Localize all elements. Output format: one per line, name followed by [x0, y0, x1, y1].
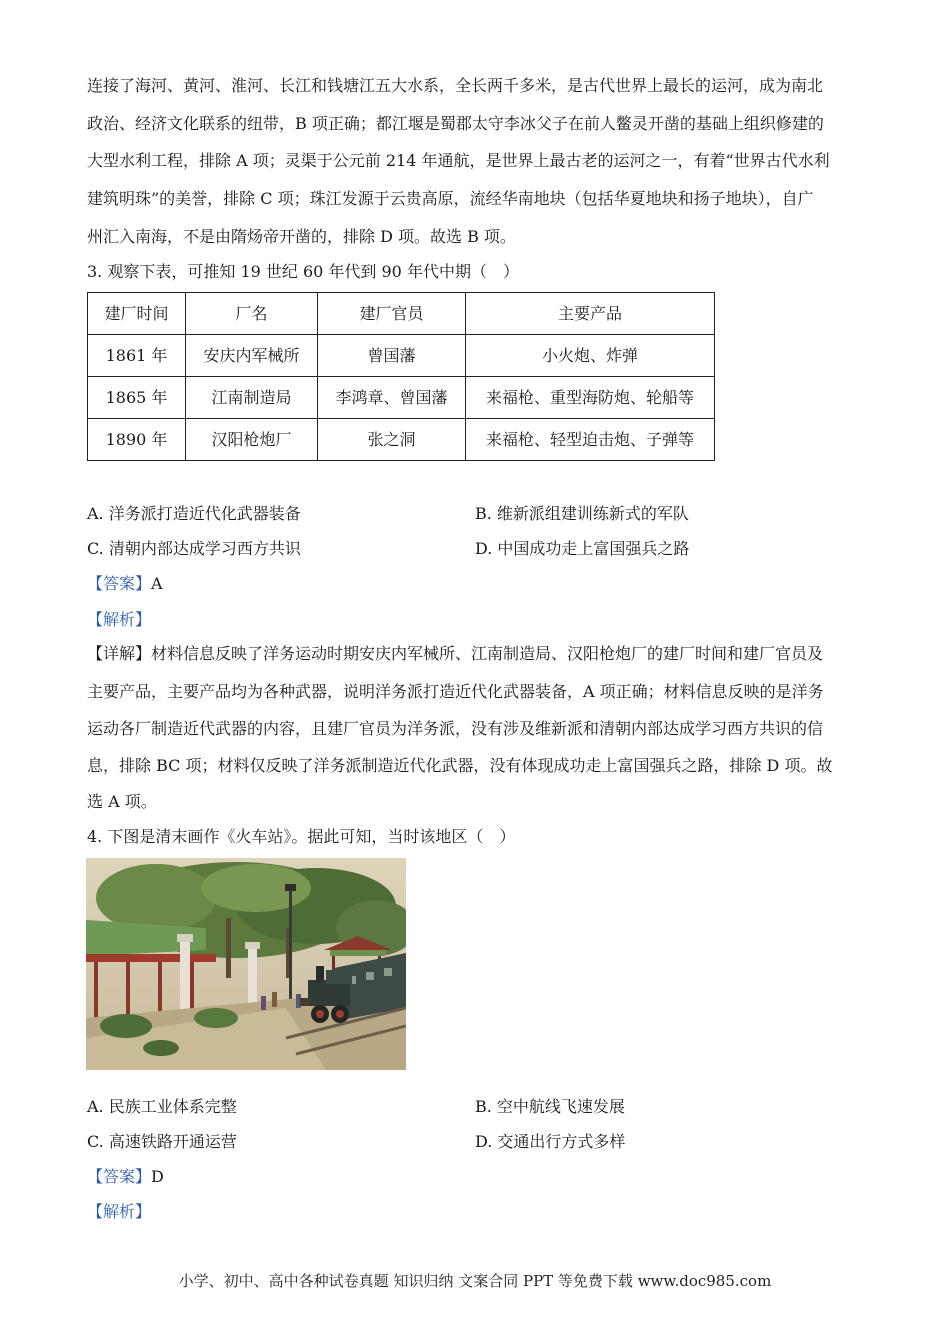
prev-explanation-line-1: 连接了海河、黄河、淮河、长江和钱塘江五大水系，全长两千多米，是古代世界上最长的运河，成为南北 [87, 76, 824, 95]
factory-table [87, 292, 715, 461]
table-cell: 来福枪、重型海防炮、轮船等 [466, 377, 715, 419]
table-row [88, 377, 715, 419]
table-cell: 安庆内军械所 [186, 335, 318, 377]
table-cell: 小火炮、炸弹 [466, 335, 715, 377]
table-header-cell: 厂名 [186, 293, 318, 335]
answer-tag: 【答案】 [87, 574, 152, 593]
analysis-tag: 【解析】 [87, 610, 152, 629]
q4-option-d: D. 交通出行方式多样 [475, 1132, 626, 1151]
table-cell: 1861 年 [88, 335, 186, 377]
table-header-row [88, 293, 715, 335]
q4-option-c: C. 高速铁路开通运营 [87, 1132, 237, 1151]
prev-explanation-line-4: 建筑明珠”的美誉，排除 C 项；珠江发源于云贵高原，流经华南地块（包括华夏地块和扬子地块），自广 [87, 189, 814, 208]
q3-detail-line-1 [87, 643, 823, 665]
detail-tag: 【详解】 [87, 644, 152, 663]
q3-option-d: D. 中国成功走上富国强兵之路 [475, 539, 690, 558]
q3-detail-line-3: 运动各厂制造近代武器的内容，且建厂官员为洋务派，没有涉及维新派和清朝内部达成学习西方共识的信 [87, 719, 824, 738]
train-station-painting [86, 858, 406, 1070]
table-cell: 来福枪、轻型迫击炮、子弹等 [466, 419, 715, 461]
q4-option-b: B. 空中航线飞速发展 [475, 1097, 625, 1116]
table-cell: 李鸿章、曾国藩 [318, 377, 466, 419]
table-header-cell: 建厂官员 [318, 293, 466, 335]
prev-explanation-line-5: 州汇入南海，不是由隋炀帝开凿的，排除 D 项。故选 B 项。 [87, 227, 516, 246]
answer-value: A [151, 574, 163, 593]
table-cell: 曾国藩 [318, 335, 466, 377]
q3-stem: 3. 观察下表，可推知 19 世纪 60 年代到 90 年代中期（ ） [87, 262, 519, 281]
q4-option-a: A. 民族工业体系完整 [87, 1097, 237, 1116]
table-cell: 汉阳枪炮厂 [186, 419, 318, 461]
q3-answer [87, 573, 163, 595]
answer-tag: 【答案】 [87, 1167, 152, 1186]
painting-illustration [86, 858, 406, 1070]
prev-explanation-line-3: 大型水利工程，排除 A 项；灵渠于公元前 214 年通航，是世界上最古老的运河之一，有着“世界古代水利 [87, 151, 830, 170]
table-row [88, 419, 715, 461]
q3-detail-line-4: 息，排除 BC 项；材料仅反映了洋务派制造近代化武器，没有体现成功走上富国强兵之路，排除 D 项。故 [87, 756, 833, 775]
table-row [88, 335, 715, 377]
table-cell: 张之洞 [318, 419, 466, 461]
q3-detail-line-5: 选 A 项。 [87, 792, 157, 811]
table-header-cell: 主要产品 [466, 293, 715, 335]
q3-option-c: C. 清朝内部达成学习西方共识 [87, 539, 301, 558]
q3-detail-line-2: 主要产品，主要产品均为各种武器，说明洋务派打造近代化武器装备，A 项正确；材料信息反映的是洋务 [87, 682, 824, 701]
q3-option-a: A. 洋务派打造近代化武器装备 [87, 504, 301, 523]
table-cell: 江南制造局 [186, 377, 318, 419]
detail-text: 材料信息反映了洋务运动时期安庆内军械所、江南制造局、汉阳枪炮厂的建厂时间和建厂官员及 [151, 644, 824, 663]
table-cell: 1890 年 [88, 419, 186, 461]
q3-option-b: B. 维新派组建训练新式的军队 [475, 504, 689, 523]
prev-explanation-line-2: 政治、经济文化联系的纽带，B 项正确；都江堰是蜀郡太守李冰父子在前人鳖灵开凿的基础上组织修建的 [87, 114, 824, 133]
table-header-cell: 建厂时间 [88, 293, 186, 335]
q4-stem: 4. 下图是清末画作《火车站》。据此可知，当时该地区（ ） [87, 827, 516, 846]
table-cell: 1865 年 [88, 377, 186, 419]
answer-value: D [151, 1167, 164, 1186]
q4-answer [87, 1166, 164, 1188]
q4-analysis [87, 1201, 151, 1223]
page-footer: 小学、初中、高中各种试卷真题 知识归纳 文案合同 PPT 等免费下载 www.doc985.com [178, 1272, 772, 1290]
q3-analysis [87, 609, 151, 631]
analysis-tag: 【解析】 [87, 1202, 152, 1221]
